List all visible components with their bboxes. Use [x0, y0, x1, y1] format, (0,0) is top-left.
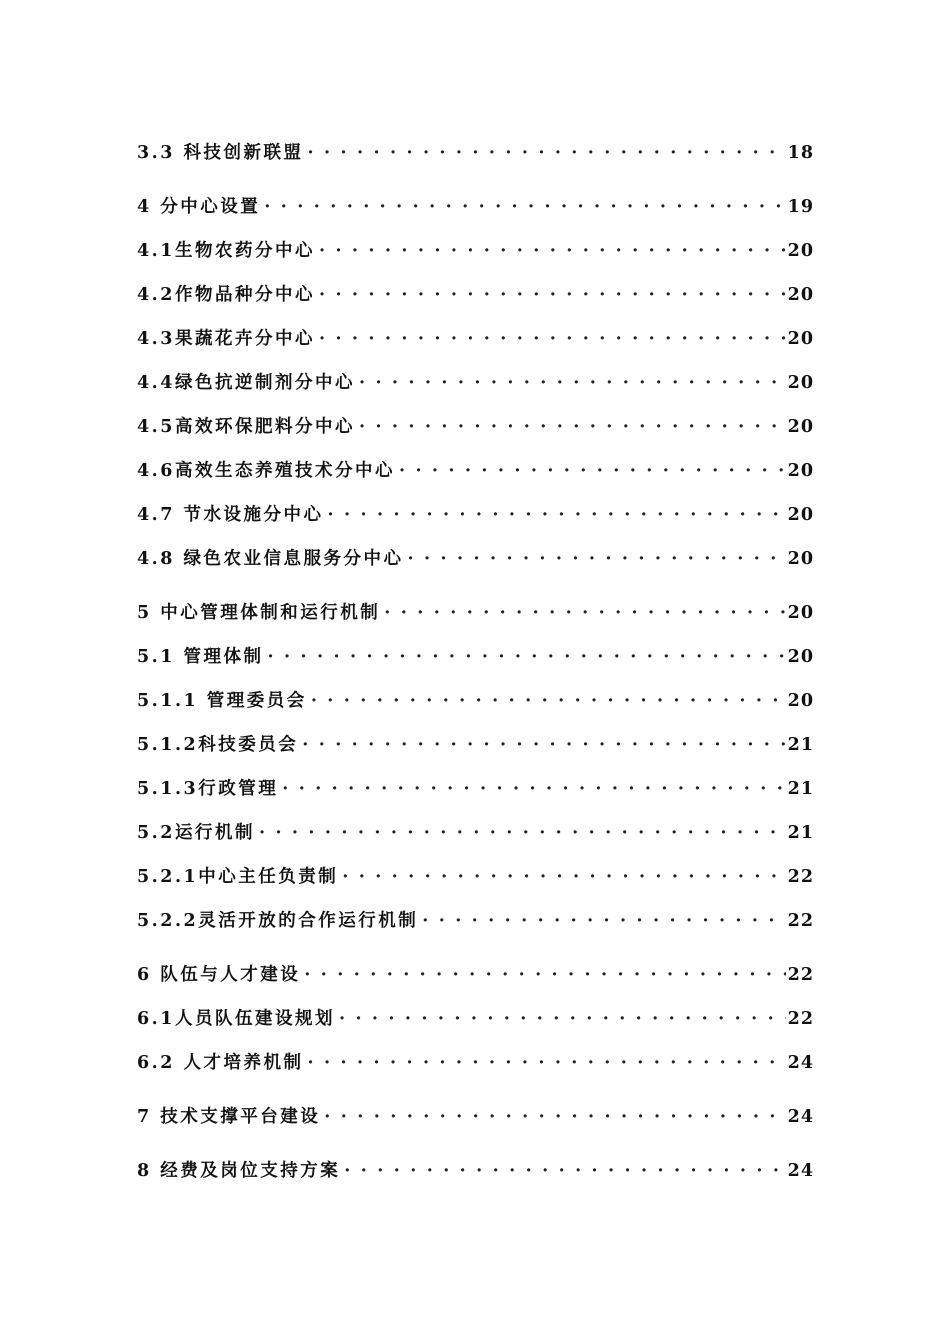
toc-entry-title: 4.3果蔬花卉分中心 — [137, 329, 315, 349]
toc-entry-title: 5.2运行机制 — [137, 823, 255, 843]
toc-entry[interactable] — [137, 819, 814, 845]
toc-entry-title: 4.7 节水设施分中心 — [137, 505, 324, 525]
toc-entry-title: 8 经费及岗位支持方案 — [137, 1161, 341, 1181]
toc-dot-leader — [324, 1107, 785, 1127]
toc-dot-leader — [359, 373, 786, 393]
toc-entry-page: 20 — [787, 285, 814, 305]
toc-entry[interactable] — [137, 1157, 814, 1183]
toc-entry[interactable] — [137, 281, 814, 307]
toc-dot-leader — [359, 417, 786, 437]
toc-entry-page: 20 — [787, 603, 814, 623]
toc-entry-title: 6.2 人才培养机制 — [137, 1053, 304, 1073]
toc-dot-leader — [282, 779, 785, 799]
toc-entry[interactable] — [137, 193, 814, 219]
toc-entry[interactable] — [137, 369, 814, 395]
toc-entry-title: 5.2.2灵活开放的合作运行机制 — [137, 911, 419, 931]
toc-entry-title: 6.1人员队伍建设规划 — [137, 1009, 335, 1029]
toc-entry-page: 22 — [787, 867, 814, 887]
toc-entry-page: 24 — [787, 1161, 814, 1181]
toc-dot-leader — [342, 867, 785, 887]
toc-dot-leader — [259, 823, 786, 843]
toc-entry-title: 4.6高效生态养殖技术分中心 — [137, 461, 395, 481]
toc-dot-leader — [339, 1009, 786, 1029]
toc-entry[interactable] — [137, 863, 814, 889]
toc-entry-title: 4.8 绿色农业信息服务分中心 — [137, 549, 404, 569]
toc-entry-title: 5.1.2科技委员会 — [137, 735, 299, 755]
toc-entry[interactable] — [137, 775, 814, 801]
toc-entry-title: 5.2.1中心主任负责制 — [137, 867, 339, 887]
toc-dot-leader — [319, 329, 786, 349]
toc-dot-leader — [304, 965, 785, 985]
toc-entry[interactable] — [137, 731, 814, 757]
toc-entry-title: 5.1 管理体制 — [137, 647, 264, 667]
toc-entry-title: 5.1.1 管理委员会 — [137, 691, 307, 711]
toc-dot-leader — [268, 647, 786, 667]
toc-entry-page: 20 — [787, 241, 814, 261]
toc-entry[interactable] — [137, 1005, 814, 1031]
toc-entry-page: 20 — [787, 417, 814, 437]
toc-entry[interactable] — [137, 1103, 814, 1129]
toc-entry[interactable] — [137, 325, 814, 351]
toc-entry-page: 20 — [787, 505, 814, 525]
toc-entry-title: 4.4绿色抗逆制剂分中心 — [137, 373, 355, 393]
toc-dot-leader — [344, 1161, 785, 1181]
toc-entry-page: 20 — [787, 461, 814, 481]
toc-dot-leader — [264, 197, 785, 217]
toc-entry[interactable] — [137, 1049, 814, 1075]
toc-entry[interactable] — [137, 599, 814, 625]
toc-entry-title: 4 分中心设置 — [137, 197, 261, 217]
toc-dot-leader — [311, 691, 786, 711]
toc-dot-leader — [399, 461, 786, 481]
toc-entry-page: 19 — [787, 197, 814, 217]
toc-entry-page: 20 — [787, 329, 814, 349]
toc-dot-leader — [308, 143, 786, 163]
toc-entry[interactable] — [137, 139, 814, 165]
toc-entry[interactable] — [137, 237, 814, 263]
toc-entry-page: 22 — [787, 1009, 814, 1029]
toc-entry[interactable] — [137, 413, 814, 439]
toc-entry-page: 20 — [787, 549, 814, 569]
toc-entry-page: 21 — [787, 779, 814, 799]
toc-entry[interactable] — [137, 907, 814, 933]
toc-entry[interactable] — [137, 457, 814, 483]
toc-entry-title: 7 技术支撑平台建设 — [137, 1107, 321, 1127]
toc-entry-page: 20 — [787, 691, 814, 711]
toc-entry-page: 24 — [787, 1107, 814, 1127]
toc-entry-page: 18 — [787, 143, 814, 163]
toc-entry-title: 4.5高效环保肥料分中心 — [137, 417, 355, 437]
toc-dot-leader — [384, 603, 785, 623]
toc-entry-title: 3.3 科技创新联盟 — [137, 143, 304, 163]
toc-entry-title: 5 中心管理体制和运行机制 — [137, 603, 381, 623]
toc-entry[interactable] — [137, 501, 814, 527]
toc-entry-page: 20 — [787, 373, 814, 393]
toc-entry-page: 21 — [787, 735, 814, 755]
toc-entry[interactable] — [137, 545, 814, 571]
toc-entry-title: 4.1生物农药分中心 — [137, 241, 315, 261]
toc-entry-title: 4.2作物品种分中心 — [137, 285, 315, 305]
toc-dot-leader — [422, 911, 785, 931]
toc-dot-leader — [328, 505, 786, 525]
toc-dot-leader — [408, 549, 786, 569]
toc-dot-leader — [302, 735, 785, 755]
toc-entry-page: 24 — [787, 1053, 814, 1073]
toc-entry-page: 21 — [787, 823, 814, 843]
toc-dot-leader — [319, 285, 786, 305]
toc-entry-title: 6 队伍与人才建设 — [137, 965, 301, 985]
toc-entry-title: 5.1.3行政管理 — [137, 779, 279, 799]
toc-entry-page: 22 — [787, 911, 814, 931]
toc-entry-page: 22 — [787, 965, 814, 985]
toc-entry[interactable] — [137, 643, 814, 669]
toc-entry[interactable] — [137, 961, 814, 987]
toc-dot-leader — [319, 241, 786, 261]
toc-dot-leader — [308, 1053, 786, 1073]
toc-entry[interactable] — [137, 687, 814, 713]
toc-entry-page: 20 — [787, 647, 814, 667]
